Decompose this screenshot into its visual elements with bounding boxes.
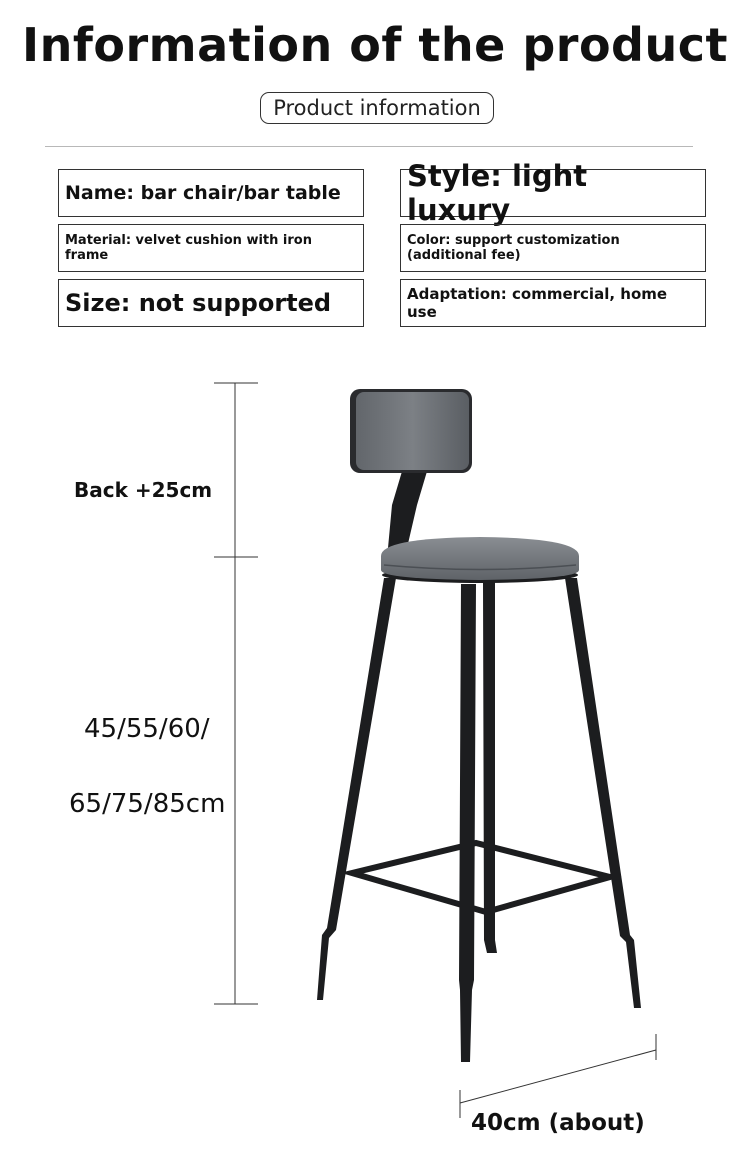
seat-height-label-1: 45/55/60/ <box>84 714 210 744</box>
page-title: Information of the product <box>22 18 728 72</box>
seat-width-label: 40cm (about) <box>471 1110 645 1136</box>
footrest <box>352 843 610 912</box>
spec-style: Style: light luxury <box>400 169 706 217</box>
spec-name: Name: bar chair/bar table <box>58 169 364 217</box>
section-subtitle: Product information <box>260 92 494 124</box>
rear-legs <box>483 582 497 953</box>
spec-size: Size: not supported <box>58 279 364 327</box>
spec-adaptation: Adaptation: commercial, home use <box>400 279 706 327</box>
seat-cushion <box>381 537 579 580</box>
backrest-support <box>388 468 428 548</box>
front-legs <box>317 578 641 1062</box>
back-height-label: Back +25cm <box>74 478 213 502</box>
seat-height-label-2: 65/75/85cm <box>69 789 226 819</box>
spec-color: Color: support customization (additional fee) <box>400 224 706 272</box>
spec-material: Material: velvet cushion with iron frame <box>58 224 364 272</box>
